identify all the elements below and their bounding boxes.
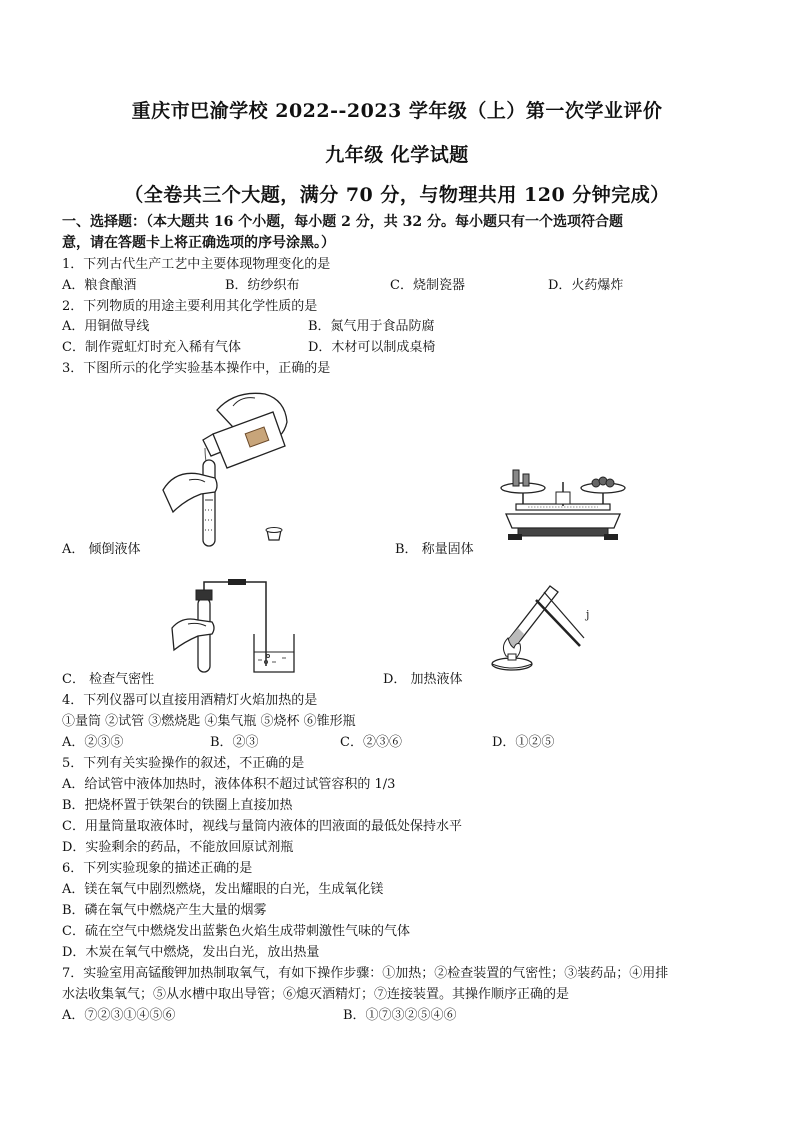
q4-option-c: C．②③⑥: [340, 735, 402, 750]
q6-option-b: B．磷在氧气中燃烧产生大量的烟雾: [62, 903, 267, 918]
exam-title: 重庆市巴渝学校 2022--2023 学年级（上）第一次学业评价: [131, 100, 663, 122]
section-heading-line2: 意，请在答题卡上将正确选项的序号涂黑。）: [62, 235, 335, 251]
q7-stem-line1: 7．实验室用高锰酸钾加热制取氧气，有如下操作步骤：①加热；②检查装置的气密性；③装药品；④用排: [62, 966, 669, 981]
q4-option-d: D．①②⑤: [492, 735, 555, 750]
q4-option-a: A．②③⑤: [62, 735, 124, 750]
q4-stem: 4．下列仪器可以直接用酒精灯火焰加热的是: [62, 693, 318, 708]
q6-option-c: C．硫在空气中燃烧发出蓝紫色火焰生成带刺激性气味的气体: [62, 924, 410, 939]
q7-option-b: B．①⑦③②⑤④⑥: [343, 1008, 457, 1023]
q5-option-b: B．把烧杯置于铁架台的铁圈上直接加热: [62, 798, 293, 813]
exam-subtitle: 九年级 化学试题: [325, 144, 469, 166]
q1-stem: 1．下列古代生产工艺中主要体现物理变化的是: [62, 257, 331, 272]
figure-airtightness-check: [168, 576, 308, 676]
exam-note: （全卷共三个大题，满分 70 分，与物理共用 120 分钟完成）: [124, 184, 670, 206]
q1-option-a: A．粮食酿酒: [62, 278, 137, 293]
q1-option-b: B．纺纱织布: [225, 278, 300, 293]
q2-option-b: B．氮气用于食品防腐: [308, 319, 435, 334]
q7-stem-line2: 水法收集氧气；⑤从水槽中取出导管；⑥熄灭酒精灯；⑦连接装置。其操作顺序正确的是: [62, 987, 570, 1002]
q5-option-a: A．给试管中液体加热时，液体体积不超过试管容积的 1/3: [62, 777, 396, 792]
figure-balance: [498, 462, 628, 542]
figure-heating-liquid: [478, 572, 598, 672]
q1-option-d: D．火药爆炸: [548, 278, 624, 293]
q3-option-d: D． 加热液体: [383, 672, 463, 687]
q5-option-d: D．实验剩余的药品，不能放回原试剂瓶: [62, 840, 294, 855]
q6-option-d: D．木炭在氧气中燃烧，发出白光，放出热量: [62, 945, 320, 960]
q3-option-c: C． 检查气密性: [62, 672, 155, 687]
q3-stem: 3．下图所示的化学实验基本操作中，正确的是: [62, 361, 331, 376]
svg-text:j: j: [586, 608, 590, 621]
figure-pouring-liquid: [155, 382, 305, 552]
q2-stem: 2．下列物质的用途主要利用其化学性质的是: [62, 299, 318, 314]
q5-stem: 5．下列有关实验操作的叙述，不正确的是: [62, 756, 305, 771]
q6-option-a: A．镁在氧气中剧烈燃烧，发出耀眼的白光，生成氧化镁: [62, 882, 384, 897]
q4-items: ①量筒 ②试管 ③燃烧匙 ④集气瓶 ⑤烧杯 ⑥锥形瓶: [62, 714, 356, 729]
q6-stem: 6．下列实验现象的描述正确的是: [62, 861, 253, 876]
q2-option-c: C．制作霓虹灯时充入稀有气体: [62, 340, 241, 355]
q5-option-c: C．用量筒量取液体时，视线与量筒内液体的凹液面的最低处保持水平: [62, 819, 462, 834]
q4-option-b: B．②③: [210, 735, 259, 750]
section-heading-line1: 一、选择题：（本大题共 16 个小题，每小题 2 分，共 32 分。每小题只有一个选项符合题: [62, 214, 623, 230]
q3-option-b: B． 称量固体: [395, 542, 474, 557]
q2-option-a: A．用铜做导线: [62, 319, 150, 334]
q3-option-a: A． 倾倒液体: [62, 542, 141, 557]
q2-option-d: D．木材可以制成桌椅: [308, 340, 436, 355]
q1-option-c: C．烧制瓷器: [390, 278, 465, 293]
q7-option-a: A．⑦②③①④⑤⑥: [62, 1008, 176, 1023]
